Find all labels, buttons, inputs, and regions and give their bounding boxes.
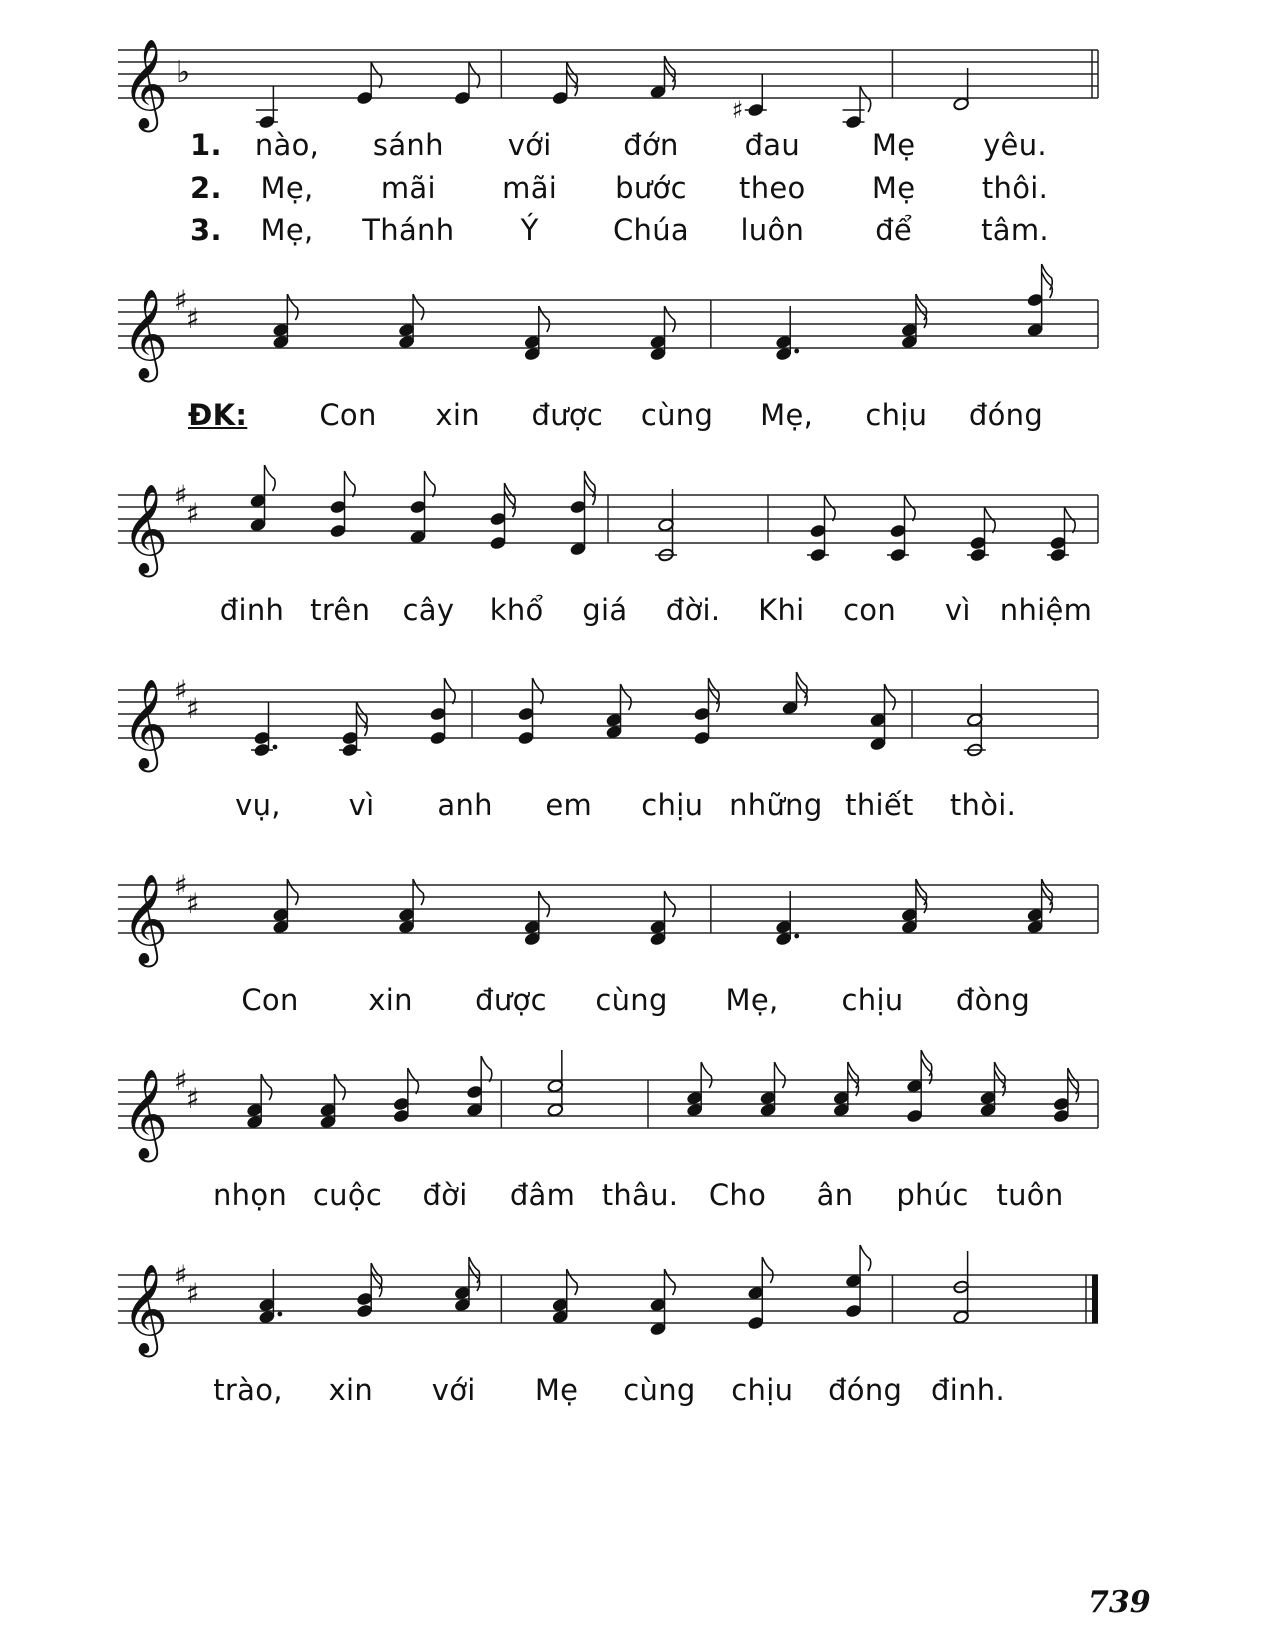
note-flag [287, 294, 298, 320]
treble-clef-icon: 𝄞 [122, 874, 169, 964]
lyric-word: Cho [708, 1178, 767, 1212]
note-flag [413, 879, 424, 905]
lyric-word: Mẹ [871, 128, 916, 162]
note-flag [860, 1245, 871, 1271]
lyric-word: phúc [896, 1178, 969, 1212]
lyric-word: chịu [841, 983, 904, 1017]
lyric-word: xin [435, 398, 480, 432]
note-flag [567, 1269, 578, 1295]
lyric-word: cùng [640, 398, 714, 432]
key-signature-sharp: ♯ [174, 674, 188, 707]
note-flag [1042, 272, 1053, 298]
treble-clef-icon: 𝄞 [122, 484, 169, 574]
lyric-word: bước [615, 171, 687, 205]
dot [794, 934, 799, 939]
page-number: 739 [1088, 1585, 1151, 1620]
lyric-word: Khi [758, 593, 805, 627]
lyric-word: chịu [865, 398, 928, 432]
lyric-word: nhiệm [999, 593, 1093, 627]
lyric-word: anh [437, 788, 493, 822]
lyric-word: mãi [502, 171, 558, 205]
lyric-word: để [875, 213, 913, 247]
lyric-word: đinh [219, 593, 285, 627]
lyric-word: với [507, 128, 552, 162]
note-flag [885, 684, 896, 710]
refrain-label: ĐK: [188, 398, 248, 432]
lyric-word: chịu [641, 788, 704, 822]
key-signature-sharp: ♯ [174, 869, 188, 902]
lyric-word: yêu. [983, 128, 1047, 162]
lyric-word: cây [402, 593, 455, 627]
lyric-word: Mẹ, [260, 171, 314, 205]
lyric-word: cùng [623, 1373, 696, 1407]
lyric-word: nào, [254, 128, 320, 162]
note-flag [265, 465, 276, 491]
lyric-word: đau [744, 128, 801, 162]
lyric-word: khổ [489, 593, 544, 627]
lyric-word: Mẹ, [760, 398, 814, 432]
note-flag [665, 306, 676, 332]
lyric-word: ân [816, 1178, 854, 1212]
lyric-word: Mẹ, [725, 983, 779, 1017]
lyric-word: Thánh [362, 213, 455, 247]
lyric-word: cùng [595, 983, 668, 1017]
dot [273, 745, 278, 750]
note-flag [1065, 507, 1076, 533]
key-signature-sharp: ♯ [174, 1064, 188, 1097]
treble-clef-icon: 𝄞 [122, 289, 169, 379]
note-flag [413, 294, 424, 320]
lyric-word: thiết [845, 788, 914, 822]
lyric-word: giá [582, 593, 628, 627]
lyric-word: mãi [380, 171, 436, 205]
treble-clef-icon: 𝄞 [122, 1069, 169, 1159]
key-signature-sharp: ♯ [186, 1082, 200, 1115]
lyric-word: vụ, [235, 788, 281, 822]
key-signature-sharp: ♯ [186, 887, 200, 920]
lyric-word: đớn [623, 128, 679, 162]
note-flag [335, 1074, 346, 1100]
lyric-word: trào, [213, 1373, 283, 1407]
note-flag [539, 306, 550, 332]
key-signature-flat: ♭ [176, 55, 191, 90]
lyric-word: con [843, 593, 897, 627]
note-flag [701, 1062, 712, 1088]
treble-clef-icon: 𝄞 [122, 1264, 169, 1354]
lyric-word: chịu [731, 1373, 794, 1407]
verse-number: 2. [190, 171, 222, 205]
note-flag [533, 678, 544, 704]
lyric-word: đóng [968, 398, 1044, 432]
note-flag [775, 1062, 786, 1088]
lyric-word: tâm. [981, 213, 1049, 247]
note-flag [665, 1269, 676, 1295]
lyric-word: đóng [828, 1373, 903, 1407]
lyric-word: Mẹ [534, 1373, 579, 1407]
note-flag [345, 471, 356, 497]
lyric-word: vì [348, 788, 375, 822]
key-signature-sharp: ♯ [186, 692, 200, 725]
lyric-word: cuộc [312, 1178, 383, 1212]
lyric-word: Ý [520, 213, 539, 247]
key-signature-sharp: ♯ [186, 302, 200, 335]
lyric-word: với [431, 1373, 476, 1407]
lyric-word: thôi. [981, 171, 1049, 205]
key-signature-sharp: ♯ [186, 1277, 200, 1310]
note-flag [445, 678, 456, 704]
note-flag [905, 495, 916, 521]
lyric-word: xin [328, 1373, 374, 1407]
note-flag [481, 1056, 492, 1082]
note-flag [621, 684, 632, 710]
lyric-word: em [545, 788, 593, 822]
treble-clef-icon: 𝄞 [122, 679, 169, 769]
lyric-word: vì [944, 593, 971, 627]
lyric-word: đinh. [931, 1373, 1005, 1407]
key-signature-sharp: ♯ [186, 497, 200, 530]
note-flag [762, 1257, 773, 1283]
verse-number: 1. [190, 128, 222, 162]
sharp-accidental: ♯ [731, 96, 744, 124]
note-flag [371, 62, 382, 88]
lyric-word: theo [739, 171, 806, 205]
note-flag [425, 471, 436, 497]
note-flag [469, 62, 480, 88]
lyric-word: tuôn [996, 1178, 1064, 1212]
key-signature-sharp: ♯ [174, 284, 188, 317]
lyric-word: luôn [740, 213, 805, 247]
note-flag [825, 495, 836, 521]
note-flag [539, 891, 550, 917]
lyric-word: sánh [372, 128, 444, 162]
note-flag [665, 891, 676, 917]
key-signature-sharp: ♯ [174, 479, 188, 512]
key-signature-sharp: ♯ [174, 1259, 188, 1292]
note-flag [408, 1068, 419, 1094]
lyric-word: thòi. [949, 788, 1017, 822]
note-flag [860, 86, 871, 112]
note-flag [985, 507, 996, 533]
note-flag [585, 479, 596, 505]
dot [794, 349, 799, 354]
lyric-word: đâm [509, 1178, 576, 1212]
lyric-word: Mẹ [871, 171, 916, 205]
lyric-word: Con [319, 398, 377, 432]
lyric-word: đòng [955, 983, 1031, 1017]
lyric-word: những [729, 788, 823, 822]
verse-number: 3. [190, 213, 222, 247]
lyric-word: trên [310, 593, 371, 627]
lyric-word: thâu. [601, 1178, 679, 1212]
note-flag [287, 879, 298, 905]
lyric-word: đời [422, 1178, 468, 1212]
lyric-word: Mẹ, [260, 213, 314, 247]
treble-clef-icon: 𝄞 [122, 39, 169, 129]
lyric-word: Con [241, 983, 299, 1017]
final-barline [1092, 1275, 1098, 1323]
dot [277, 1312, 282, 1317]
lyric-word: đời. [665, 593, 721, 627]
lyric-word: được [531, 398, 604, 432]
lyric-word: xin [368, 983, 413, 1017]
lyric-word: được [475, 983, 547, 1017]
lyric-word: Chúa [613, 213, 689, 247]
lyric-word: nhọn [212, 1178, 288, 1212]
note-flag [261, 1074, 272, 1100]
